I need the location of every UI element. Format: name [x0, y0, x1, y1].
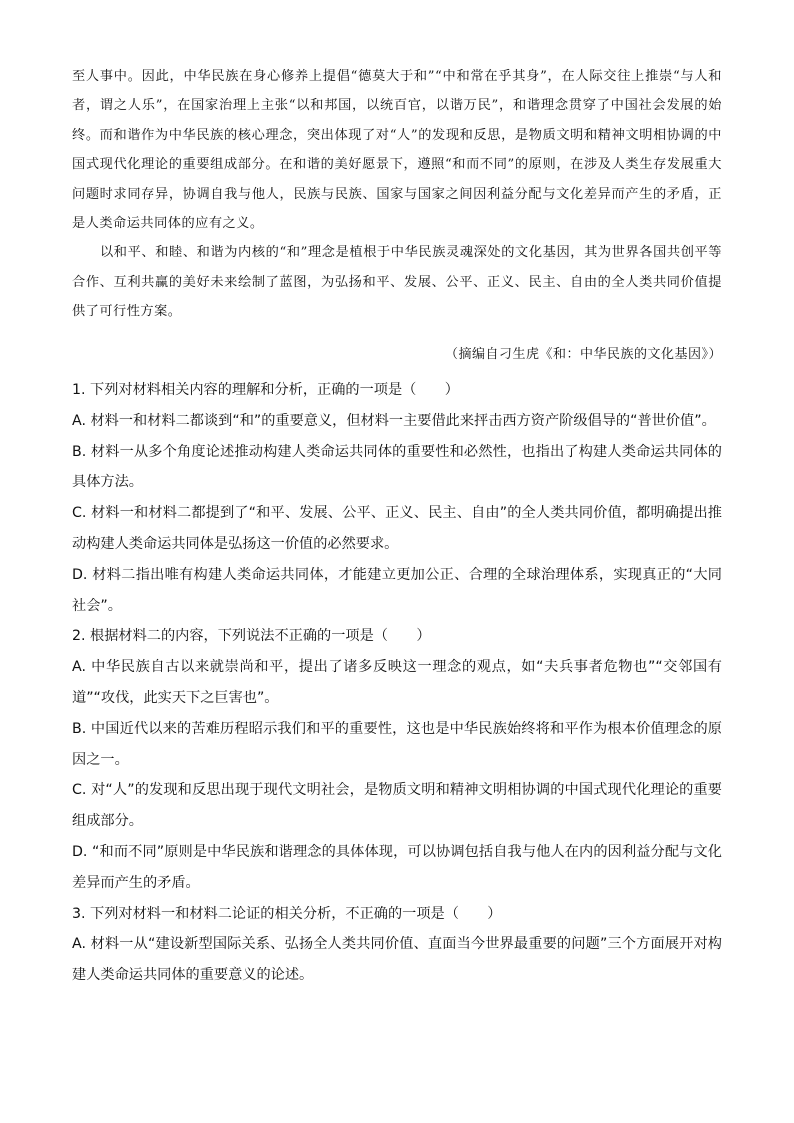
option-b: B. 材料一从多个角度论述推动构建人类命运共同体的重要性和必然性，也指出了构建人类命运共同体的具体方法。 — [72, 443, 722, 491]
option-d: D. 材料二指出唯有构建人类命运共同体，才能建立更加公正、合理的全球治理体系，实现真正的“大同社会”。 — [72, 566, 722, 614]
passage-paragraph-1: 至人事中。因此，中华民族在身心修养上提倡“德莫大于和”“中和常在乎其身”，在人际交往上推崇“与人和者，谓之人乐”，在国家治理上主张“以和邦国，以统百官，以谐万民”，和谐理念贯穿了中国社会发展的始终。而和谐作为中华民族的核心理念，突出体现了对“人”的发现和反思，是物质文明和精神文明相协调的中国式现代化理论的重要组成部分。在和谐的美好愿景下，遵照“和而不同”的原则，在涉及人类生存发展重大问题时求同存异，协调自我与他人，民族与民族、国家与国家之间因利益分配与文化差异而产生的矛盾，正是人类命运共同体的应有之义。 — [72, 69, 722, 232]
reading-passage — [72, 62, 722, 327]
option-c: C. 材料一和材料二都提到了“和平、发展、公平、正义、民主、自由”的全人类共同价值，都明确提出推动构建人类命运共同体是弘扬这一价值的必然要求。 — [72, 505, 722, 552]
question-1 — [72, 375, 722, 621]
question-stem: 2. 根据材料二的内容，下列说法不正确的一项是（ ） — [72, 628, 431, 645]
question-stem: 1. 下列对材料相关内容的理解和分析，正确的一项是（ ） — [72, 382, 459, 398]
question-stem: 3. 下列对材料一和材料二论证的相关分析，不正确的一项是（ ） — [72, 905, 502, 922]
option-b: B. 中国近代以来的苦难历程昭示我们和平的重要性，这也是中华民族始终将和平作为根本价值理念的原因之一。 — [72, 720, 722, 768]
question-3 — [72, 899, 722, 991]
question-list — [72, 375, 722, 991]
passage-source: （摘编自刁生虎《和：中华民族的文化基因》） — [444, 347, 722, 362]
question-2 — [72, 621, 722, 898]
option-a: A. 中华民族自古以来就崇尚和平，提出了诸多反映这一理念的观点，如“夫兵事者危物也”“交邻国有道”“攻伐，此实天下之巨害也”。 — [72, 659, 722, 706]
option-c: C. 对“人”的发现和反思出现于现代文明社会，是物质文明和精神文明相协调的中国式现代化理论的重要组成部分。 — [72, 782, 722, 830]
passage-paragraph-2: 以和平、和睦、和谐为内核的“和”理念是植根于中华民族灵魂深处的文化基因，其为世界各国共创平等合作、互利共赢的美好未来绘制了蓝图，为弘扬和平、发展、公平、正义、民主、自由的全人类共同价值提供了可行性方案。 — [72, 245, 722, 320]
option-d: D. “和而不同”原则是中华民族和谐理念的具体体现，可以协调包括自我与他人在内的因利益分配与文化差异而产生的矛盾。 — [72, 843, 722, 891]
option-a: A. 材料一和材料二都谈到“和”的重要意义，但材料一主要借此来抨击西方资产阶级倡导的“普世价值”。 — [72, 412, 716, 429]
option-a: A. 材料一从“建设新型国际关系、弘扬全人类共同价值、直面当今世界最重要的问题”三个方面展开对构建人类命运共同体的重要意义的论述。 — [72, 936, 722, 984]
